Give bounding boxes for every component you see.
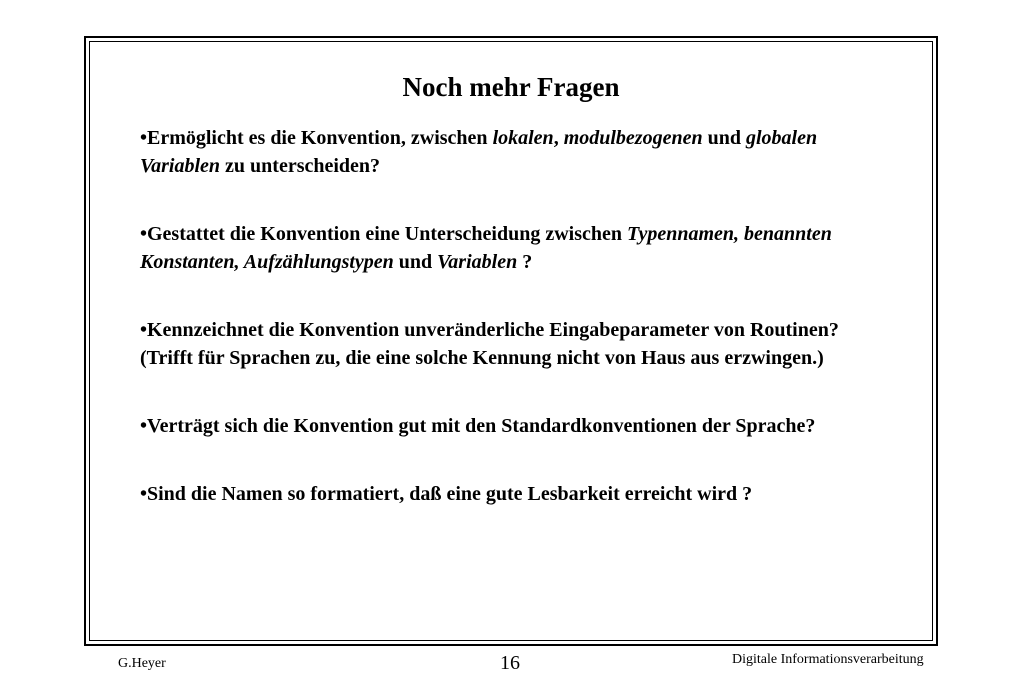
bullet-text: •Gestattet die Konvention eine Unterscheidung zwischen	[140, 223, 627, 245]
bullet-item	[140, 412, 880, 440]
bullet-emphasis: modulbezogenen	[563, 127, 703, 149]
bullet-text: ,	[553, 127, 564, 149]
footer-course-title: Digitale Informationsverarbeitung	[732, 652, 924, 667]
bullet-emphasis: Variablen	[437, 251, 518, 273]
bullet-text: •Verträgt sich die Konvention gut mit den Standardkonventionen der Sprache?	[140, 415, 816, 437]
bullet-item	[140, 480, 880, 508]
bullet-emphasis: Typennamen, benannten Konstanten, Aufzählungstypen	[140, 223, 832, 273]
footer-page-number: 16	[500, 652, 520, 674]
bullet-emphasis: lokalen	[492, 127, 554, 149]
bullet-emphasis: globalen Variablen	[140, 127, 818, 177]
bullet-list	[140, 124, 880, 548]
bullet-item	[140, 124, 880, 180]
slide-inner-frame	[89, 41, 933, 641]
bullet-item	[140, 220, 880, 276]
bullet-item	[140, 316, 880, 372]
footer-author: G.Heyer	[118, 656, 166, 671]
bullet-text: ?	[517, 251, 533, 273]
bullet-text: •Kennzeichnet die Konvention unveränderliche Eingabeparameter von Routinen? (Trifft für Sprachen zu, die eine solche Kennung nicht von Haus aus erzwingen.)	[140, 319, 839, 369]
slide-title: Noch mehr Fragen	[402, 72, 620, 102]
bullet-text: •Ermöglicht es die Konvention, zwischen	[140, 127, 493, 149]
slide-frame	[84, 36, 938, 646]
bullet-text: zu unterscheiden?	[220, 155, 381, 177]
bullet-text: •Sind die Namen so formatiert, daß eine gute Lesbarkeit erreicht wird ?	[140, 483, 753, 505]
bullet-text: und	[393, 251, 438, 273]
bullet-text: und	[702, 127, 746, 149]
